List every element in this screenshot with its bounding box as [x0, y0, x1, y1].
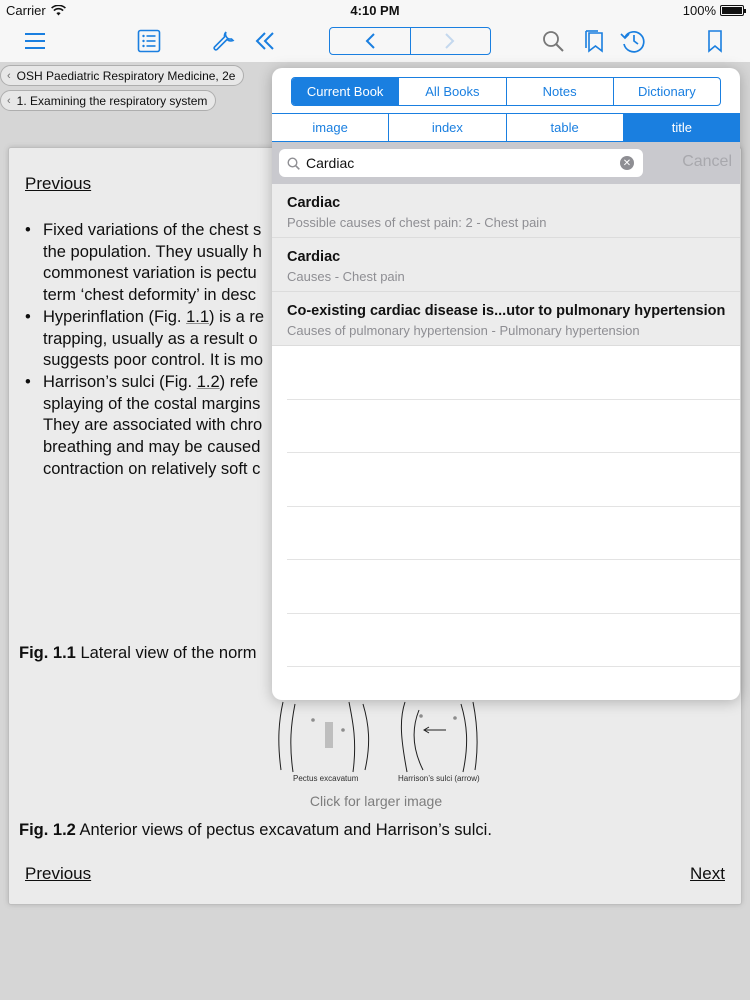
- result-subtitle: Possible causes of chest pain: 2 - Chest pain: [287, 215, 547, 230]
- result-row[interactable]: [272, 292, 740, 346]
- tab-image[interactable]: image: [312, 120, 348, 135]
- tab-notes[interactable]: Notes: [506, 78, 613, 105]
- search-icon: [287, 157, 300, 170]
- result-row[interactable]: [272, 184, 740, 238]
- chevron-left-icon: ‹: [7, 94, 11, 107]
- figure-ref-link[interactable]: 1.1: [186, 307, 209, 326]
- tab-current-book[interactable]: Current Book: [292, 78, 398, 105]
- clock: 4:10 PM: [350, 3, 400, 18]
- bullet-text: ) refe splaying of the costal margins They are associated with chro breathing and may be caused contraction on relatively soft c: [43, 372, 263, 478]
- result-subtitle: Causes - Chest pain: [287, 269, 405, 284]
- search-icon[interactable]: [538, 26, 568, 56]
- breadcrumb-chapter[interactable]: [0, 90, 216, 111]
- larger-image-link[interactable]: Click for larger image: [309, 793, 443, 809]
- list-icon[interactable]: [134, 26, 164, 56]
- toolbar: [0, 20, 750, 62]
- search-input[interactable]: [279, 149, 643, 177]
- tab-table[interactable]: table: [506, 114, 623, 141]
- chevron-right-icon: [444, 32, 456, 50]
- empty-row: [287, 614, 740, 668]
- empty-row: [287, 400, 740, 454]
- double-chevron-left-icon[interactable]: [250, 26, 280, 56]
- cancel-button[interactable]: Cancel: [682, 153, 732, 170]
- result-title: Co-existing cardiac disease is...utor to pulmonary hypertension: [287, 303, 726, 319]
- search-query: Cardiac: [306, 155, 355, 171]
- clear-icon[interactable]: ✕: [620, 156, 634, 170]
- bullet-text: Hyperinflation (Fig.: [43, 307, 187, 326]
- previous-link-top[interactable]: Previous: [25, 174, 92, 193]
- history-icon[interactable]: [618, 26, 648, 56]
- breadcrumb-label: OSH Paediatric Respiratory Medicine, 2e: [16, 68, 236, 83]
- page-navigation: [329, 27, 491, 55]
- empty-row: [287, 560, 740, 614]
- bullet-text: Fixed variations of the chest s the population. They usually h commonest variation is pectu term ‘chest deformity’ in desc: [43, 221, 262, 305]
- battery-percent: 100%: [682, 3, 716, 18]
- empty-row: [287, 453, 740, 507]
- chevron-left-icon: [364, 32, 376, 50]
- figure-right-label: Harrison’s sulci (arrow): [398, 774, 480, 783]
- figure-label: Fig. 1.2: [19, 821, 76, 839]
- caption-text: Anterior views of pectus excavatum and Harrison’s sulci.: [75, 821, 492, 839]
- figure-2-caption: [19, 821, 492, 840]
- search-popover: [272, 68, 740, 700]
- bullet-text: ) is a re trapping, usually as a result o suggests poor control. It is mo: [43, 307, 265, 370]
- wrench-icon[interactable]: [209, 26, 239, 56]
- caption-text: Lateral view of the norm: [75, 644, 257, 662]
- chevron-left-icon: ‹: [7, 69, 11, 82]
- battery-icon: [720, 5, 744, 16]
- result-subtitle: Causes of pulmonary hypertension - Pulmonary hypertension: [287, 323, 640, 338]
- bookmarks-icon[interactable]: [579, 26, 609, 56]
- list-item: • Hyperinflation (Fig. 1.1) is a re trapping, usually as a result o suggests poor control. It is mo: [25, 307, 265, 370]
- search-scope-tabs: [291, 77, 721, 106]
- tab-index[interactable]: index: [388, 114, 505, 141]
- next-link[interactable]: Next: [690, 864, 725, 883]
- figure-1-caption: [19, 644, 257, 663]
- carrier-label: Carrier: [6, 3, 46, 18]
- list-item: • Fixed variations of the chest s the population. They usually h commonest variation is pectu term ‘chest deformity’ in desc: [25, 220, 725, 307]
- list-item: • Harrison’s sulci (Fig. 1.2) refe splaying of the costal margins They are associated with chro breathing and may be caused contraction on relatively soft c: [25, 372, 263, 478]
- figure-ref-link[interactable]: 1.2: [196, 372, 220, 391]
- search-results: [272, 184, 740, 667]
- figure-1-2-image[interactable]: [271, 700, 481, 780]
- bookmark-icon[interactable]: [700, 26, 730, 56]
- previous-link-bottom[interactable]: Previous: [25, 864, 92, 883]
- breadcrumb-label: 1. Examining the respiratory system: [16, 93, 208, 108]
- tab-title[interactable]: title: [623, 114, 740, 141]
- back-button[interactable]: [330, 28, 410, 54]
- breadcrumb-book[interactable]: [0, 65, 244, 86]
- search-type-tabs: [272, 113, 740, 142]
- empty-row: [287, 507, 740, 561]
- tab-dictionary[interactable]: Dictionary: [613, 78, 720, 105]
- figure-label: Fig. 1.1: [19, 644, 76, 662]
- hamburger-icon[interactable]: [20, 26, 50, 56]
- result-title: Cardiac: [287, 195, 341, 211]
- bullet-text: Harrison’s sulci (Fig.: [43, 372, 197, 391]
- search-bar: [272, 142, 740, 184]
- status-bar: [0, 0, 750, 20]
- tab-all-books[interactable]: All Books: [398, 78, 505, 105]
- empty-row: [287, 346, 740, 400]
- forward-button[interactable]: [410, 28, 491, 54]
- result-title: Cardiac: [287, 249, 341, 265]
- battery-status: [683, 3, 744, 18]
- result-row[interactable]: [272, 238, 740, 292]
- figure-left-label: Pectus excavatum: [293, 774, 359, 783]
